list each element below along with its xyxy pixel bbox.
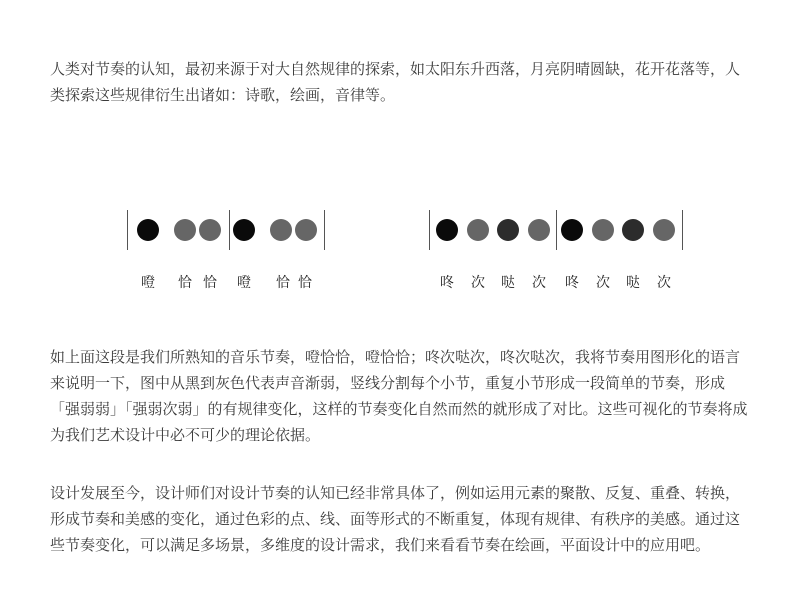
beat-dot-weak [467,219,489,241]
beat-dot-strong [233,219,255,241]
beat-syllable: 恰 [298,275,312,291]
measure-divider [556,210,557,250]
beat-syllable: 咚 [565,275,579,291]
beat-syllable: 次 [471,275,485,291]
measure-divider [324,210,325,250]
measure-divider [429,210,430,250]
beat-dot-weak [653,219,675,241]
rhythm-explanation-paragraph: 如上面这段是我们所熟知的音乐节奏，噔恰恰，噔恰恰；咚次哒次，咚次哒次，我将节奏用图形化的语言来说明一下，图中从黑到灰色代表声音渐弱，竖线分割每个小节，重复小节形成一段简单的节奏，形成「强弱弱」「强弱次弱」的有规律变化，这样的节奏变化自然而然的就形成了对比。这些可视化的节奏将成为我们艺术设计中必不可少的理论依据。 [50,348,748,444]
beat-dot-weak [270,219,292,241]
beat-syllable: 次 [532,275,546,291]
beat-syllable: 次 [657,275,671,291]
beat-dot-strong [436,219,458,241]
beat-dot-strong [561,219,583,241]
beat-syllable: 恰 [178,275,192,291]
beat-syllable: 次 [596,275,610,291]
beat-dot-strong [137,219,159,241]
beat-dot-medium [497,219,519,241]
beat-syllable: 噔 [237,275,251,291]
beat-syllable: 噔 [141,275,155,291]
measure-divider [127,210,128,250]
beat-dot-medium [622,219,644,241]
beat-dot-weak [528,219,550,241]
beat-dot-weak [592,219,614,241]
beat-dot-weak [295,219,317,241]
beat-syllable: 恰 [203,275,217,291]
beat-syllable: 恰 [276,275,290,291]
design-rhythm-paragraph: 设计发展至今，设计师们对设计节奏的认知已经非常具体了，例如运用元素的聚散、反复、重叠、转换，形成节奏和美感的变化，通过色彩的点、线、面等形式的不断重复，体现有规律、有秩序的美感。通过这些节奏变化，可以满足多场景，多维度的设计需求，我们来看看节奏在绘画，平面设计中的应用吧。 [50,484,741,554]
beat-dot-weak [174,219,196,241]
beat-dot-weak [199,219,221,241]
beat-syllable: 哒 [501,275,515,291]
beat-syllable: 咚 [440,275,454,291]
intro-paragraph: 人类对节奏的认知，最初来源于对大自然规律的探索，如太阳东升西落，月亮阴晴圆缺，花开花落等，人类探索这些规律衍生出诸如：诗歌，绘画，音律等。 [50,60,741,104]
measure-divider [229,210,230,250]
beat-syllable: 哒 [626,275,640,291]
measure-divider [682,210,683,250]
